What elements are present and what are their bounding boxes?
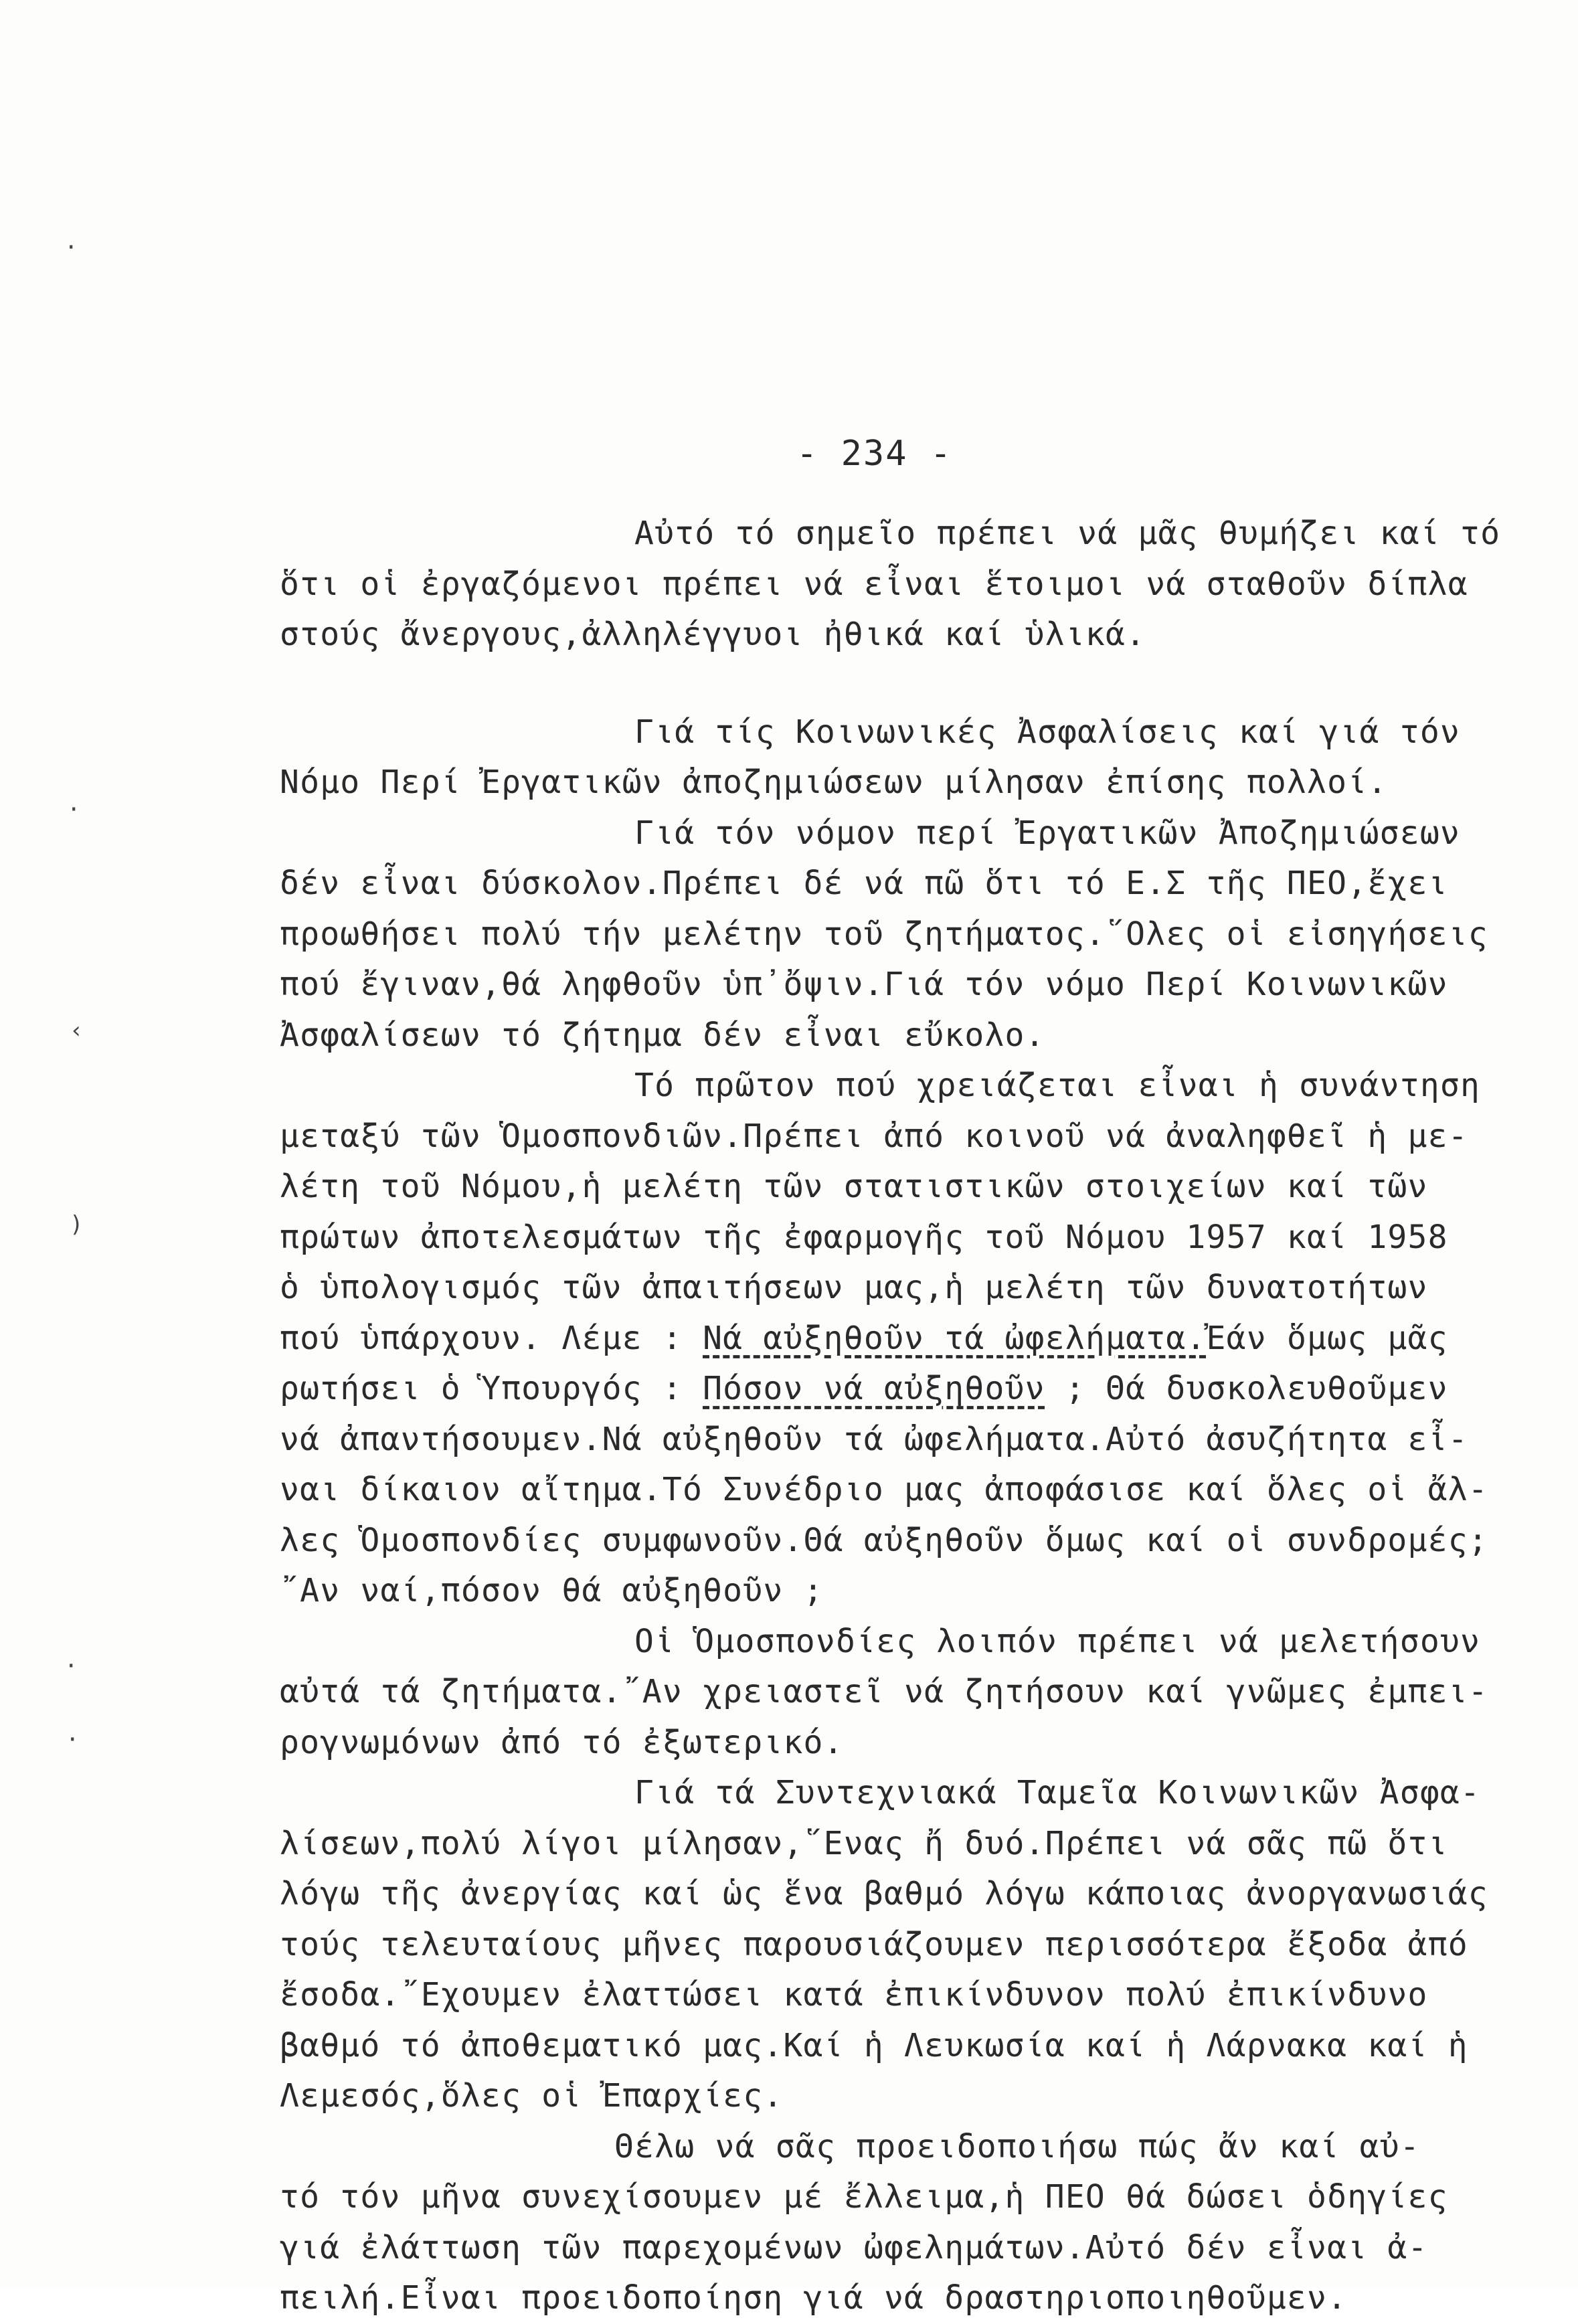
text-line: Θέλω νά σᾶς προειδοποιήσω πώς ἄν καί αὐ- (614, 2127, 1420, 2165)
text-line: ὁ ὑπολογισμός τῶν ἀπαιτήσεων μας,ἡ μελέτη τῶν δυνατοτήτων (280, 1269, 1428, 1306)
text-line: μεταξύ τῶν Ὁμοσπονδιῶν.Πρέπει ἀπό κοινοῦ νά ἀναληφθεῖ ἡ με- (280, 1117, 1468, 1155)
text-line: ὅτι οἱ ἐργαζόμενοι πρέπει νά εἶναι ἕτοιμοι νά σταθοῦν δίπλα (280, 565, 1468, 603)
margin-mark: ) (70, 1211, 84, 1238)
underlined-text: Πόσον νά αὐξηθοῦν (703, 1370, 1045, 1407)
text-line: λες Ὁμοσπονδίες συμφωνοῦν.Θά αὐξηθοῦν ὅμως καί οἱ συνδρομές; (280, 1521, 1488, 1559)
text-line: δέν εἶναι δύσκολον.Πρέπει δέ νά πῶ ὅτι τό Ε.Σ τῆς ΠΕΟ,ἔχει (280, 865, 1448, 902)
text-line: Γιά τίς Κοινωνικές Ἀσφαλίσεις καί γιά τόν (634, 713, 1461, 751)
line-text: ρωτήσει ὁ Ὑπουργός : (280, 1370, 703, 1407)
text-line (280, 1314, 1538, 1364)
text-line: ἔσοδα.῎Εχουμεν ἐλαττώσει κατά ἐπικίνδυνον πολύ ἐπικίνδυνο (280, 1976, 1428, 2014)
margin-mark: ‹ (70, 1017, 84, 1044)
text-line: Τό πρῶτον πού χρειάζεται εἶναι ἡ συνάντηση (634, 1067, 1481, 1104)
text-line (280, 1364, 1538, 1415)
text-line: Οἱ Ὁμοσπονδίες λοιπόν πρέπει νά μελετήσουν (634, 1622, 1481, 1660)
text-line: νά ἀπαντήσουμεν.Νά αὐξηθοῦν τά ὠφελήματα.Αὐτό ἀσυζήτητα εἶ- (280, 1420, 1468, 1458)
margin-mark: · (64, 234, 78, 261)
line-text: ; Θά δυσκολευθοῦμεν (1045, 1370, 1448, 1407)
text-line: βαθμό τό ἀποθεματικό μας.Καί ἡ Λευκωσία καί ἡ Λάρνακα καί ἡ (280, 2026, 1468, 2064)
text-line: Νόμο Περί Ἐργατικῶν ἀποζημιώσεων μίλησαν ἐπίσης πολλοί. (280, 764, 1388, 801)
underlined-text: Νά αὐξηθοῦν τά ὠφελήματα. (703, 1319, 1207, 1357)
text-line: λόγω τῆς ἀνεργίας καί ὡς ἕνα βαθμό λόγω κάποιας ἀνοργανωσιάς (280, 1875, 1488, 1912)
text-line: λίσεων,πολύ λίγοι μίλησαν,῞Ενας ἤ δυό.Πρέπει νά σᾶς πῶ ὅτι (280, 1824, 1448, 1862)
text-line: ρογνωμόνων ἀπό τό ἐξωτερικό. (280, 1723, 844, 1761)
text-line: ναι δίκαιον αἴτημα.Τό Συνέδριο μας ἀποφάσισε καί ὅλες οἱ ἄλ- (280, 1471, 1488, 1508)
body-text (280, 509, 1538, 2324)
text-line: πρώτων ἀποτελεσμάτων τῆς ἐφαρμογῆς τοῦ Νόμου 1957 καί 1958 (280, 1218, 1448, 1256)
text-line: τούς τελευταίους μῆνες παρουσιάζουμεν περισσότερα ἔξοδα ἀπό (280, 1925, 1468, 1963)
text-line: Αὐτό τό σημεῖο πρέπει νά μᾶς θυμήζει καί τό (634, 515, 1501, 552)
text-line: γιά ἐλάττωση τῶν παρεχομένων ὠφελημάτων.Αὐτό δέν εἶναι ἀ- (280, 2228, 1428, 2266)
text-line: προωθήσει πολύ τήν μελέτην τοῦ ζητήματος.῞Ολες οἱ εἰσηγήσεις (280, 915, 1488, 953)
text-line: αὐτά τά ζητήματα.῎Αν χρειαστεῖ νά ζητήσουν καί γνῶμες ἐμπει- (280, 1673, 1488, 1710)
text-line: Λεμεσός,ὅλες οἱ Ἐπαρχίες. (280, 2077, 784, 2115)
text-line: τό τόν μῆνα συνεχίσουμεν μέ ἔλλειμα,ἡ ΠΕΟ θά δώσει ὁδηγίες (280, 2178, 1448, 2216)
text-line: ῎Αν ναί,πόσον θά αὐξηθοῦν ; (280, 1572, 824, 1609)
text-line: πειλή.Εἶναι προειδοποίηση γιά νά δραστηριοποιηθοῦμεν. (280, 2279, 1348, 2317)
margin-mark: · (67, 796, 81, 823)
text-line: πού ἔγιναν,θά ληφθοῦν ὑπ᾽ὄψιν.Γιά τόν νόμο Περί Κοινωνικῶν (280, 966, 1448, 1003)
text-line: Γιά τά Συντεχνιακά Ταμεῖα Κοινωνικῶν Ἀσφα- (634, 1774, 1481, 1811)
margin-mark: · (64, 1653, 78, 1680)
text-line: στούς ἄνεργους,ἀλληλέγγυοι ἠθικά καί ὑλικά. (280, 616, 1146, 653)
text-line: Ἀσφαλίσεων τό ζήτημα δέν εἶναι εὔκολο. (280, 1016, 1045, 1054)
text-line: Γιά τόν νόμον περί Ἐργατικῶν Ἀποζημιώσεων (634, 814, 1461, 852)
page-number: - 234 - (796, 434, 953, 474)
line-text: πού ὑπάρχουν. Λέμε : (280, 1319, 703, 1357)
margin-mark: · (66, 1726, 80, 1753)
line-text: Ἐάν ὅμως μᾶς (1206, 1319, 1448, 1357)
paragraph-gap (280, 660, 1538, 707)
text-line: λέτη τοῦ Νόμου,ἡ μελέτη τῶν στατιστικῶν στοιχείων καί τῶν (280, 1168, 1428, 1205)
